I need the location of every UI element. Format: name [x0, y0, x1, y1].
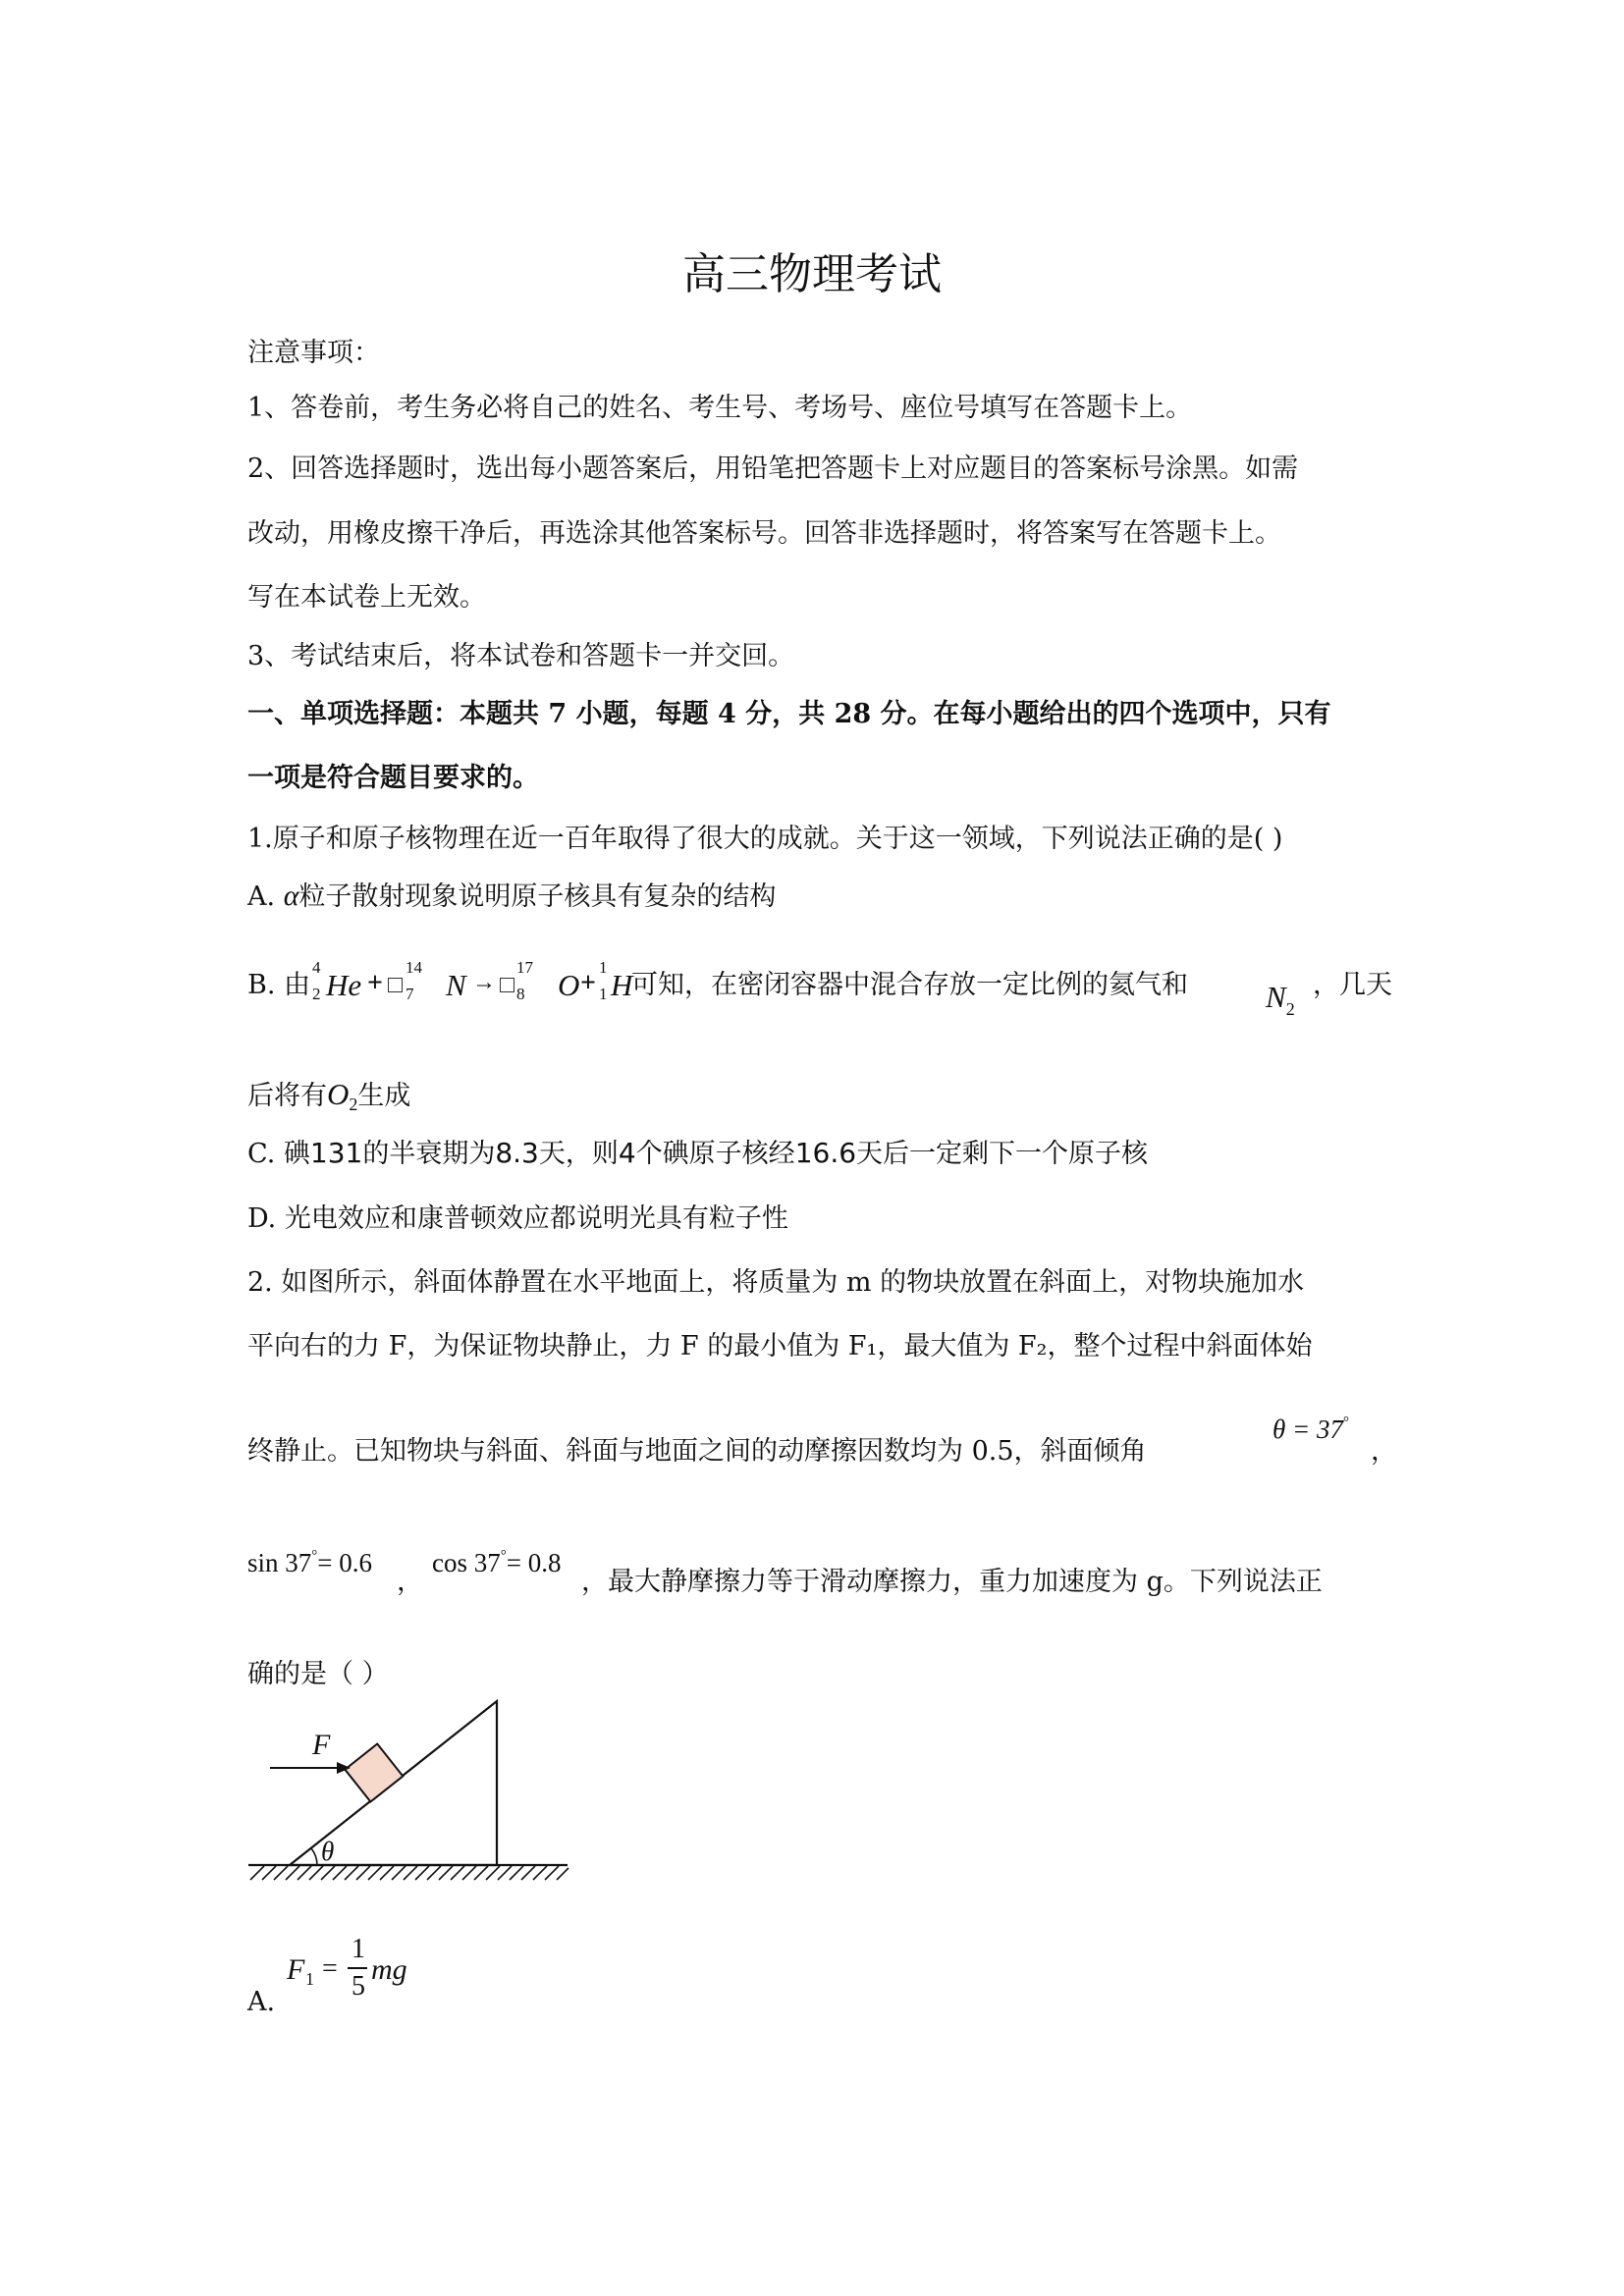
page-title: 高三物理考试 — [682, 249, 942, 299]
alpha-symbol: α — [283, 880, 299, 912]
q1-option-b-text-end: ，几天 — [1313, 970, 1392, 1000]
q2-option-a-formula: F 1 = 1 5 mg — [287, 1934, 407, 2002]
arrow: → — [472, 970, 496, 995]
q1-stem: 1.原子和原子核物理在近一百年取得了很大的成就。关于这一领域，下列说法正确的是( ) — [247, 824, 1283, 854]
o-symbol: O — [558, 968, 580, 1002]
h-charge: 1 — [599, 985, 608, 1003]
angle-arc — [311, 1848, 317, 1865]
notice-3: 3、考试结束后，将本试卷和答题卡一并交回。 — [247, 641, 795, 671]
option-label: A. — [247, 881, 276, 912]
h-symbol: H — [611, 968, 633, 1002]
h-mass: 1 — [599, 958, 608, 977]
q1-option-b-line2: 后将有$O_2$生成 — [247, 1077, 411, 1114]
force-arrow — [270, 1762, 351, 1774]
fraction-numerator: 1 — [352, 1934, 365, 1964]
o-charge: 8 — [516, 985, 525, 1003]
q1-option-c: C. 碘131的半衰期为8.3天，则4个碘原子核经16.6天后一定剩下一个原子核 — [247, 1137, 1149, 1169]
q2-stem-line4: ，最大静摩擦力等于滑动摩擦力，重力加速度为 g。下列说法正 — [581, 1567, 1323, 1597]
he-charge: 2 — [312, 985, 321, 1003]
q2-stem-line1: 2. 如图所示，斜面体静置在水平地面上，将质量为 m 的物块放置在斜面上，对物块施加水 — [247, 1267, 1305, 1298]
n2-formula: N2 — [1266, 980, 1295, 1019]
q1-option-b-text: 可知，在密闭容器中混合存放一定比例的氦气和 — [631, 970, 1188, 1000]
sin-equation: sin 37°= 0.6 — [247, 1548, 372, 1577]
block — [345, 1744, 403, 1802]
notice-2-end: 写在本试卷上无效。 — [247, 582, 486, 613]
q2-option-a-label: A. — [247, 1987, 276, 2017]
option-text: 粒子散射现象说明原子核具有复杂的结构 — [298, 881, 777, 912]
section-heading-cont: 一项是符合题目要求的。 — [247, 763, 539, 793]
o2-formula: O — [327, 1077, 350, 1111]
he-mass: 4 — [312, 958, 321, 977]
incline-diagram — [241, 1693, 579, 1899]
angle-label: θ — [321, 1837, 335, 1866]
q2-stem-line3: 终静止。已知物块与斜面、斜面与地面之间的动摩擦因数均为 0.5，斜面倾角 — [247, 1436, 1147, 1467]
notice-2: 2、回答选择题时，选出每小题答案后，用铅笔把答题卡上对应题目的答案标号涂黑。如需 — [247, 454, 1299, 484]
notice-2-cont: 改动，用橡皮擦干净后，再选涂其他答案标号。回答非选择题时，将答案写在答题卡上。 — [247, 518, 1281, 549]
theta-equation: θ = 37° — [1272, 1415, 1349, 1444]
fraction-bar — [348, 1967, 367, 1969]
n-mass: 14 — [406, 958, 422, 977]
notice-1: 1、答卷前，考生务必将自己的姓名、考生号、考场号、座位号填写在答题卡上。 — [247, 393, 1193, 423]
he-symbol: He — [326, 968, 362, 1002]
placeholder-box-icon — [500, 978, 514, 992]
n-symbol: N — [446, 968, 466, 1002]
q1-option-a — [247, 881, 776, 911]
force-label: F — [312, 1729, 331, 1761]
section-heading: 一、单项选择题：本题共 7 小题，每题 4 分，共 28 分。在每小题给出的四个选项中，只有 — [247, 699, 1331, 729]
placeholder-box-icon — [388, 978, 403, 992]
cos-equation: cos 37°= 0.8 — [432, 1548, 562, 1577]
q1-option-d: D. 光电效应和康普顿效应都说明光具有粒子性 — [247, 1203, 788, 1234]
q2-stem-line5: 确的是（ ） — [247, 1659, 389, 1689]
n-charge: 7 — [406, 985, 414, 1003]
ground-hatching — [248, 1865, 568, 1880]
q2-stem-line2: 平向右的力 F，为保证物块静止，力 F 的最小值为 F₁，最大值为 F₂，整个过程中斜面体始 — [247, 1331, 1313, 1362]
notice-heading: 注意事项： — [247, 338, 380, 368]
o-mass: 17 — [516, 958, 533, 977]
q2-comma: ， — [397, 1567, 423, 1597]
q2-comma: ， — [1371, 1436, 1397, 1467]
plus-sign: + — [580, 968, 596, 998]
plus-sign: + — [367, 968, 383, 998]
q1-option-b-label: B. 由 — [247, 970, 311, 1000]
fraction-denominator: 5 — [352, 1971, 365, 2002]
